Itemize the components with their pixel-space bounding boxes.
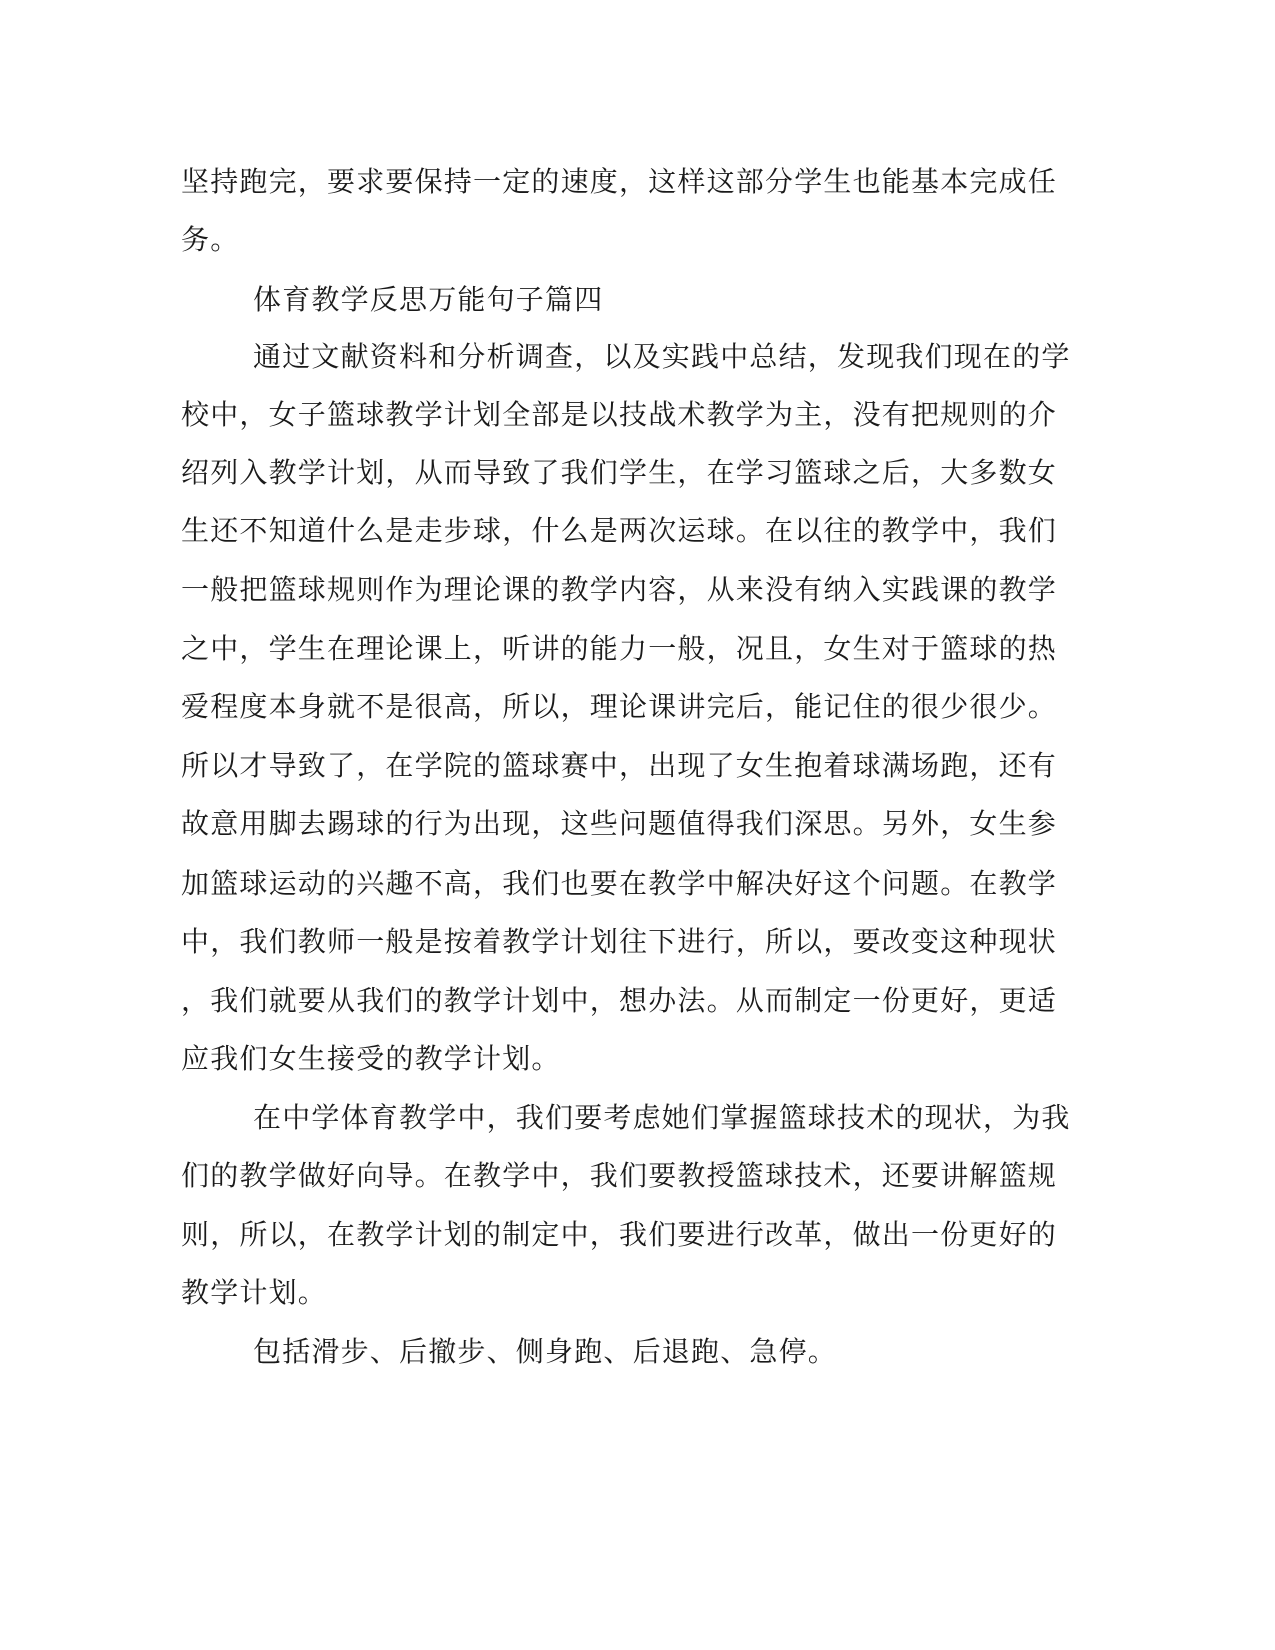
paragraph-line: ，我们就要从我们的教学计划中，想办法。从而制定一份更好，更适 [181,984,1058,1017]
paragraph-line: 包括滑步、后撤步、侧身跑、后退跑、急停。 [253,1335,838,1368]
paragraph-line: 教学计划。 [181,1276,328,1309]
paragraph-line: 应我们女生接受的教学计划。 [181,1042,561,1075]
paragraph-line: 中，我们教师一般是按着教学计划往下进行，所以，要改变这种现状 [181,925,1058,958]
paragraph-line: 绍列入教学计划，从而导致了我们学生，在学习篮球之后，大多数女 [181,456,1058,489]
paragraph-line: 生还不知道什么是走步球，什么是两次运球。在以往的教学中，我们 [181,514,1058,547]
paragraph-line: 校中，女子篮球教学计划全部是以技战术教学为主，没有把规则的介 [181,398,1058,431]
paragraph-line: 之中，学生在理论课上，听讲的能力一般，况且，女生对于篮球的热 [181,632,1058,665]
paragraph-line: 一般把篮球规则作为理论课的教学内容，从来没有纳入实践课的教学 [181,573,1058,606]
paragraph-line: 所以才导致了，在学院的篮球赛中，出现了女生抱着球满场跑，还有 [181,749,1058,782]
paragraph-line: 则，所以，在教学计划的制定中，我们要进行改革，做出一份更好的 [181,1218,1058,1251]
paragraph-line: 爱程度本身就不是很高，所以，理论课讲完后，能记住的很少很少。 [181,690,1058,723]
paragraph-line: 在中学体育教学中，我们要考虑她们掌握篮球技术的现状，为我 [253,1101,1071,1134]
paragraph-line: 故意用脚去踢球的行为出现，这些问题值得我们深思。另外，女生参 [181,807,1058,840]
paragraph-line: 通过文献资料和分析调查，以及实践中总结，发现我们现在的学 [253,340,1071,373]
paragraph-line: 务。 [181,223,240,256]
paragraph-line: 们的教学做好向导。在教学中，我们要教授篮球技术，还要讲解篮规 [181,1159,1058,1192]
section-heading: 体育教学反思万能句子篇四 [253,283,604,316]
paragraph-line: 加篮球运动的兴趣不高，我们也要在教学中解决好这个问题。在教学 [181,867,1058,900]
paragraph-line: 坚持跑完，要求要保持一定的速度，这样这部分学生也能基本完成任 [181,165,1058,198]
